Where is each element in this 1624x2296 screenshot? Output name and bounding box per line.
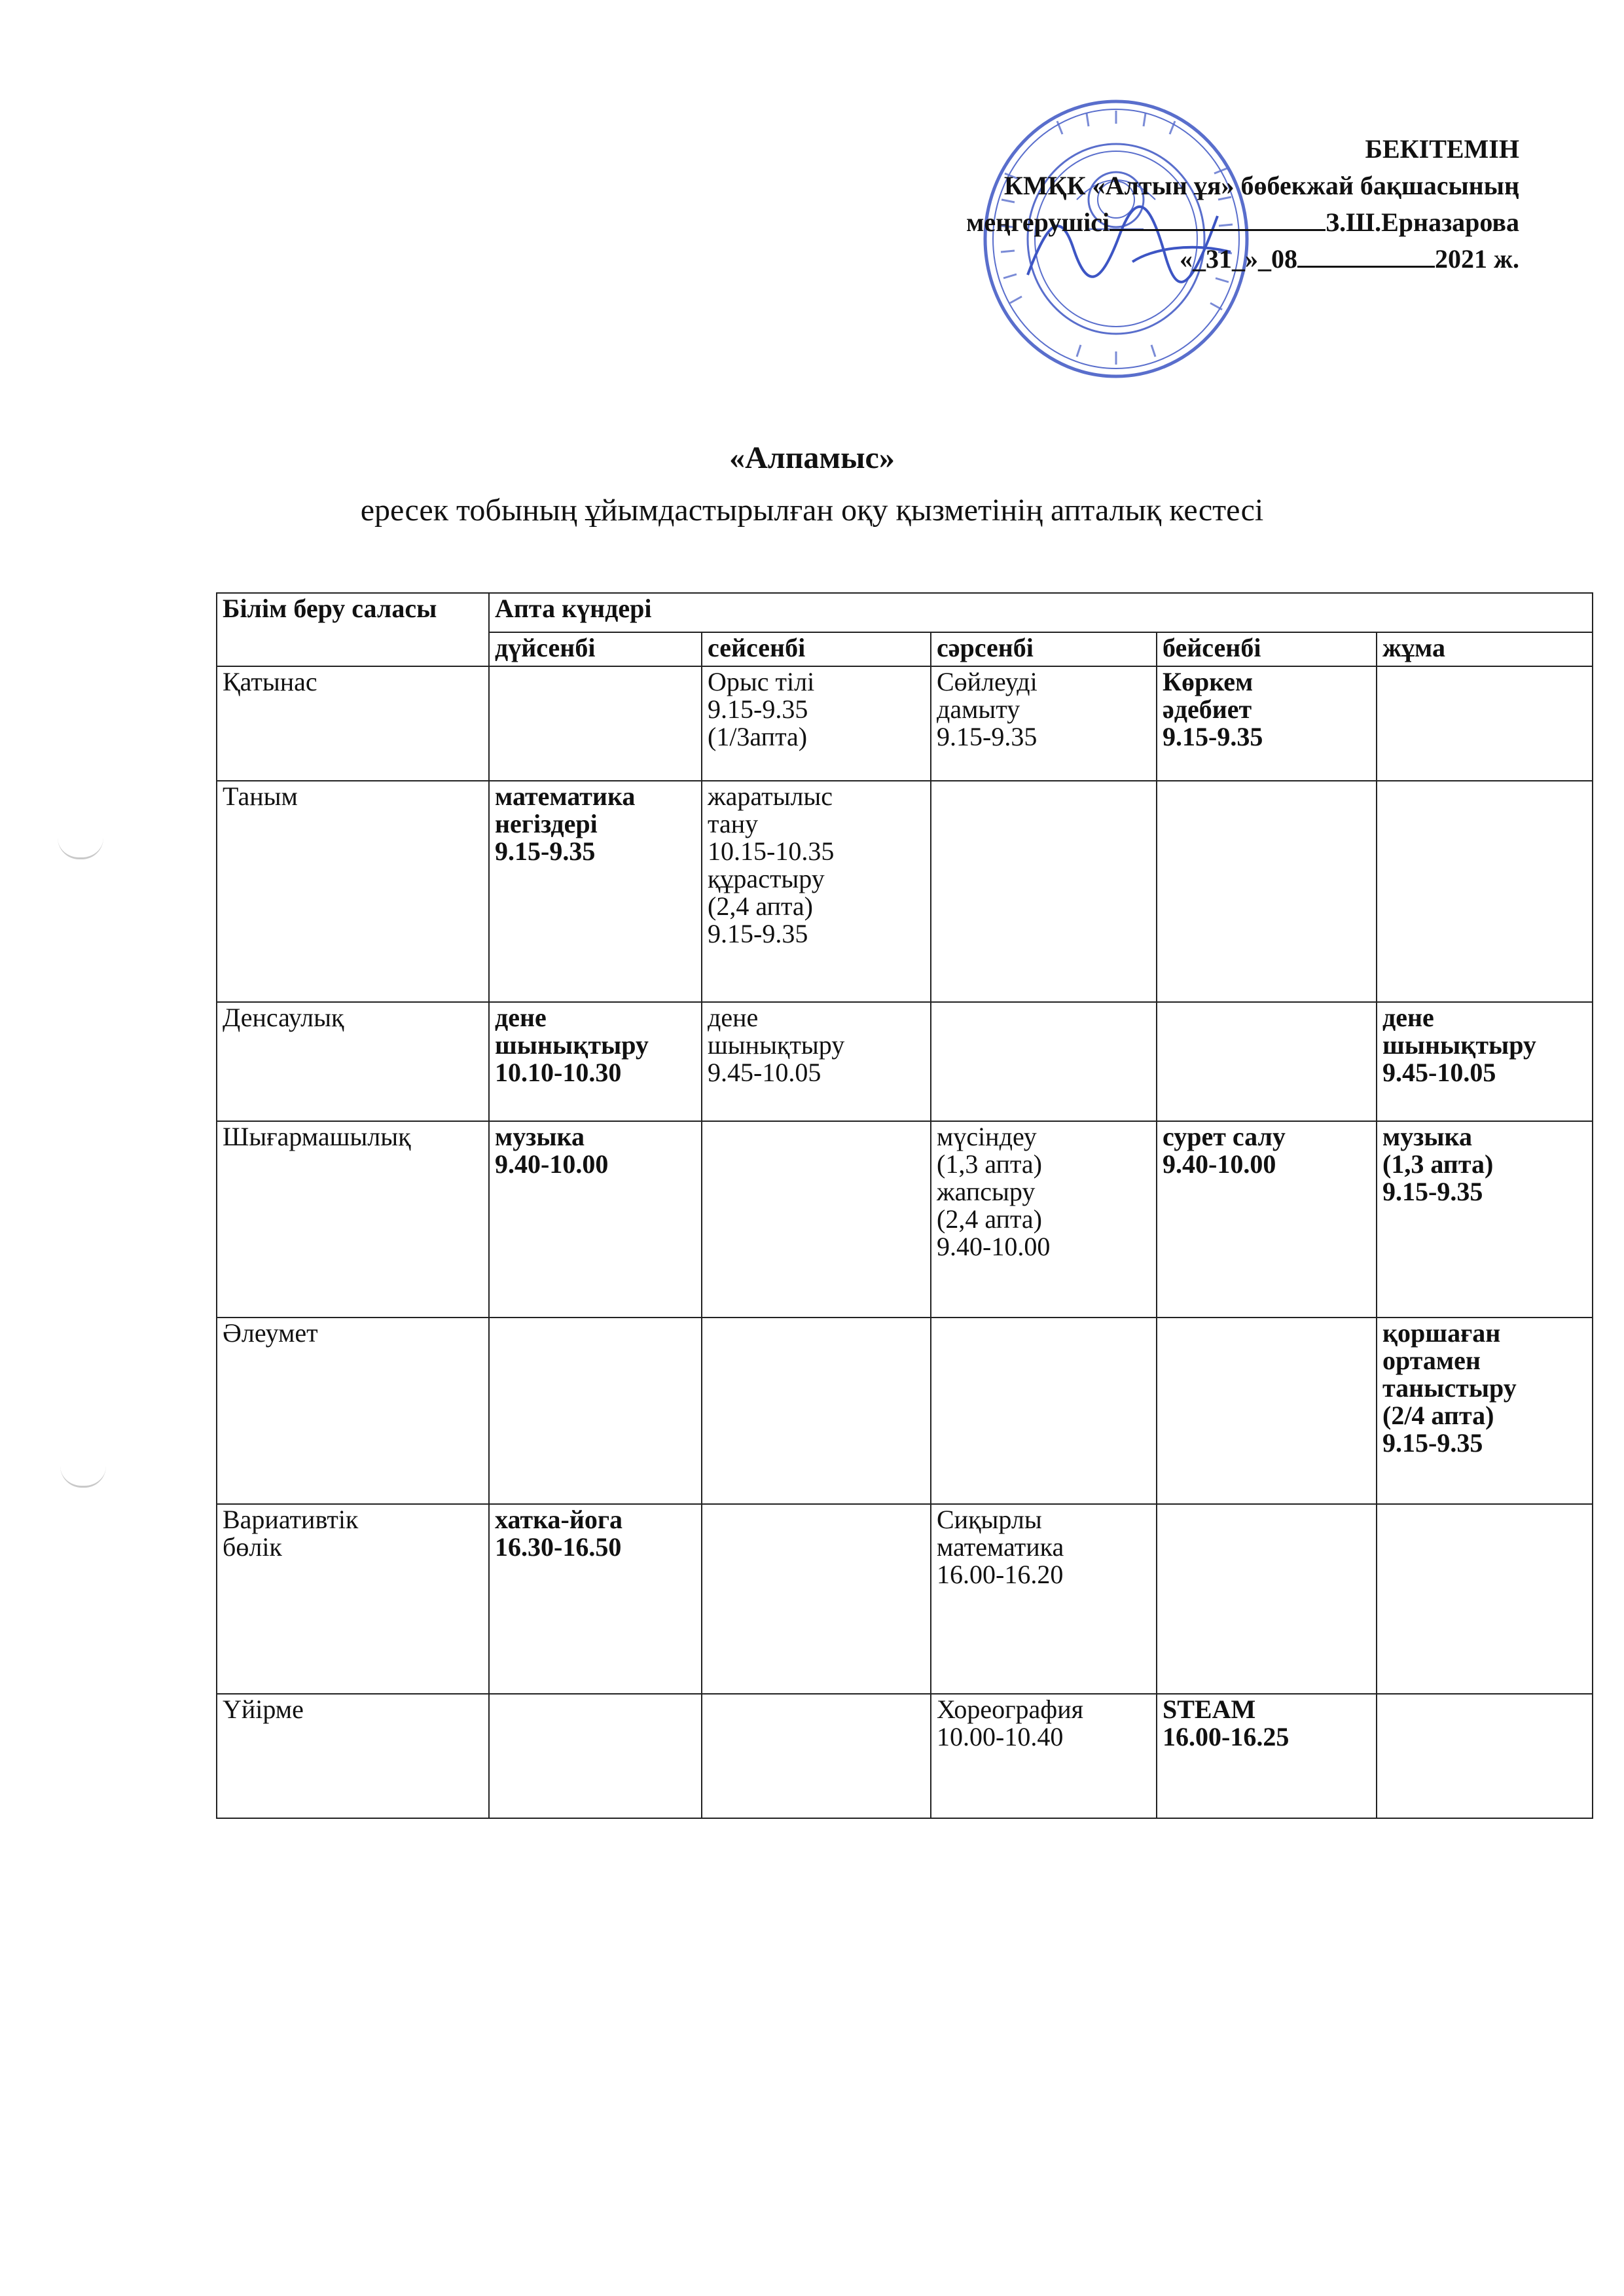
- schedule-cell-friday: қоршаған ортамен таныстыру (2/4 апта) 9.15-9.35: [1377, 1318, 1593, 1504]
- schedule-cell-friday: [1377, 1694, 1593, 1818]
- area-cell: Вариативтік бөлік: [217, 1504, 489, 1694]
- area-cell: Қатынас: [217, 666, 489, 781]
- table-row: [217, 1504, 1593, 1694]
- table-row: [217, 1121, 1593, 1318]
- day-header-thursday: бейсенбі: [1157, 632, 1377, 666]
- schedule-cell-wednesday: Сиқырлы математика 16.00-16.20: [931, 1504, 1157, 1694]
- table-row: [217, 1694, 1593, 1818]
- schedule-cell-tuesday: [702, 1318, 931, 1504]
- area-header: [217, 593, 489, 666]
- schedule-cell-thursday: [1157, 1318, 1377, 1504]
- approval-position: меңгерушісі: [966, 207, 1110, 237]
- area-cell: Үйірме: [217, 1694, 489, 1818]
- weekly-schedule-table: [216, 592, 1593, 1819]
- days-header: Апта күндері: [489, 593, 1593, 632]
- area-header-text: Білім беру саласы: [223, 594, 437, 623]
- schedule-cell-thursday: [1157, 781, 1377, 1002]
- schedule-cell-tuesday: [702, 1121, 931, 1318]
- scan-mark-bottom: [60, 1466, 106, 1488]
- table-row: [217, 781, 1593, 1002]
- table-row: [217, 1318, 1593, 1504]
- document-subtitle: ересек тобының ұйымдастырылған оқу қызметінің апталық кестесі: [360, 493, 1264, 528]
- header-row-top: [217, 593, 1593, 632]
- approval-date-day: «_31_»: [1179, 244, 1258, 274]
- schedule-cell-friday: музыка (1,3 апта) 9.15-9.35: [1377, 1121, 1593, 1318]
- table-row: [217, 666, 1593, 781]
- schedule-cell-monday: [489, 1694, 702, 1818]
- schedule-cell-thursday: Көркем әдебиет 9.15-9.35: [1157, 666, 1377, 781]
- table-row: [217, 1002, 1593, 1121]
- schedule-cell-monday: [489, 666, 702, 781]
- approval-date-line: [734, 241, 1519, 278]
- schedule-cell-thursday: сурет салу 9.40-10.00: [1157, 1121, 1377, 1318]
- schedule-cell-thursday: [1157, 1002, 1377, 1121]
- schedule-cell-tuesday: Орыс тілі 9.15-9.35 (1/3апта): [702, 666, 931, 781]
- schedule-cell-friday: дене шынықтыру 9.45-10.05: [1377, 1002, 1593, 1121]
- schedule-cell-wednesday: Сөйлеуді дамыту 9.15-9.35: [931, 666, 1157, 781]
- day-header-friday: жұма: [1377, 632, 1593, 666]
- approval-name: З.Ш.Ерназарова: [1326, 207, 1519, 237]
- schedule-cell-wednesday: мүсіндеу (1,3 апта) жапсыру (2,4 апта) 9.40-10.00: [931, 1121, 1157, 1318]
- schedule-cell-wednesday: Хореография 10.00-10.40: [931, 1694, 1157, 1818]
- schedule-cell-monday: дене шынықтыру 10.10-10.30: [489, 1002, 702, 1121]
- day-header-tuesday: сейсенбі: [702, 632, 931, 666]
- approval-block: [734, 131, 1519, 278]
- schedule-cell-tuesday: жаратылыс тану 10.15-10.35 құрастыру (2,4 апта) 9.15-9.35: [702, 781, 931, 1002]
- area-cell: Денсаулық: [217, 1002, 489, 1121]
- schedule-cell-monday: хатка-йога 16.30-16.50: [489, 1504, 702, 1694]
- area-cell: Таным: [217, 781, 489, 1002]
- schedule-cell-wednesday: [931, 781, 1157, 1002]
- schedule-cell-monday: математика негіздері 9.15-9.35: [489, 781, 702, 1002]
- approval-signature-line: [734, 204, 1519, 241]
- schedule-cell-friday: [1377, 666, 1593, 781]
- approval-date-year: 2021 ж.: [1434, 244, 1519, 274]
- day-header-wednesday: сәрсенбі: [931, 632, 1157, 666]
- schedule-cell-wednesday: [931, 1002, 1157, 1121]
- document-title: «Алпамыс»: [729, 440, 895, 475]
- schedule-cell-thursday: [1157, 1504, 1377, 1694]
- schedule-cell-tuesday: [702, 1694, 931, 1818]
- day-header-monday: дүйсенбі: [489, 632, 702, 666]
- scan-mark-top: [58, 838, 103, 859]
- approval-heading: БЕКІТЕМІН: [1365, 134, 1519, 164]
- area-cell: Әлеумет: [217, 1318, 489, 1504]
- schedule-cell-monday: [489, 1318, 702, 1504]
- schedule-cell-thursday: STEAM 16.00-16.25: [1157, 1694, 1377, 1818]
- approval-org: КМҚК «Алтын ұя» бөбекжай бақшасының: [1003, 171, 1519, 200]
- schedule-cell-monday: музыка 9.40-10.00: [489, 1121, 702, 1318]
- schedule-cell-friday: [1377, 1504, 1593, 1694]
- schedule-cell-wednesday: [931, 1318, 1157, 1504]
- schedule-cell-friday: [1377, 781, 1593, 1002]
- approval-date-month: _08: [1257, 244, 1297, 274]
- schedule-cell-tuesday: [702, 1504, 931, 1694]
- schedule-cell-tuesday: дене шынықтыру 9.45-10.05: [702, 1002, 931, 1121]
- area-cell: Шығармашылық: [217, 1121, 489, 1318]
